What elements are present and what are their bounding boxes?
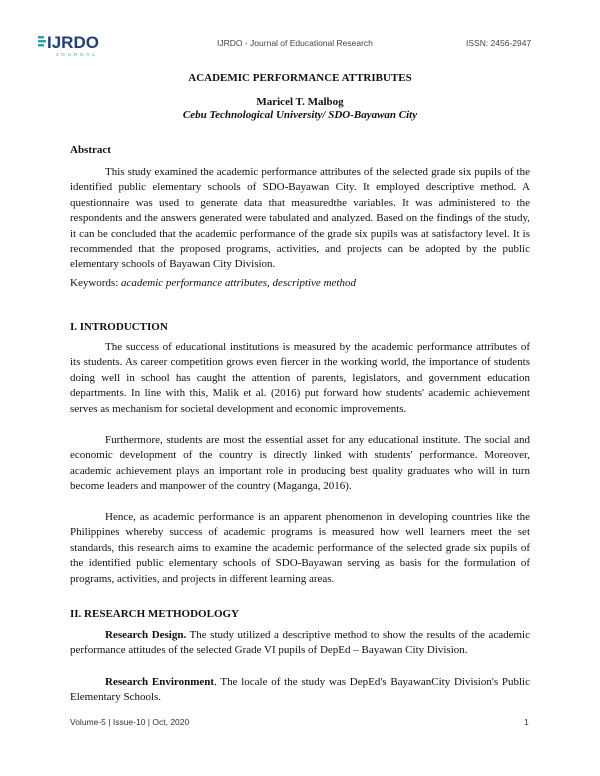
research-design-label: Research Design. — [105, 629, 187, 641]
methodology-heading: II. RESEARCH METHODOLOGY — [70, 608, 239, 620]
research-environment-label: Research Environment — [105, 676, 215, 688]
keywords-label: Keywords: — [70, 277, 119, 289]
research-design-paragraph — [70, 628, 530, 659]
author-name: Maricel T. Malbog — [256, 96, 344, 108]
logo-text: IJRDO — [47, 33, 99, 52]
introduction-paragraph-2: Furthermore, students are most the essential asset for any educational institute. The social and economic development of the country is directly linked with students' performance. Moreover, academic achievement plays an important role in producing best quality graduates who will in turn become leaders and manpower of the country (Maganga, 2016). — [70, 434, 530, 493]
introduction-paragraph-1: The success of educational institutions is measured by the academic performance attributes of its students. As career competition grows even fiercer in the working world, the importance of students doing well in school has caught the attention of parents, legislators, and government education departments. In line with this, Malik et al. (2016) put forward how students' academic achievement serves as mechanism for societal development and economic improvements. — [70, 341, 530, 415]
keywords — [70, 277, 356, 289]
ijrdo-logo — [38, 30, 133, 58]
introduction-paragraph-3: Hence, as academic performance is an apparent phenomenon in developing countries like the Philippines whereby success of academic programs is measured how well learners meet the set standards, this research aims to examine the academic performance of the selected grade six pupils of the identified public elementary schools of SDO-Bayawan serving as basis for the formulation of programs, activities, and projects in different learning areas. — [70, 511, 530, 585]
research-design-text: The study utilized a descriptive method to show the results of the academic performance attitudes of the selected Grade VI pupils of DepEd – Bayawan City Division. — [70, 629, 530, 657]
author-affiliation: Cebu Technological University/ SDO-Bayawan City — [182, 109, 418, 121]
abstract-text: This study examined the academic performance attributes of the selected grade six pupils of the identified public elementary schools of SDO-Bayawan City. It employed descriptive method. A questionnaire was used to generate data that measuredthe variables. It was administered to the respondents and the answers generated were tabulated and analyzed. Based on the findings of the study, it can be concluded that the academic performance of the grade six pupils was at satisfactory level. It is recommended that the proposed programs, activities, and projects can be adopted by the public elementary schools of Bayawan City Division. — [70, 166, 530, 271]
research-environment-text: . The locale of the study was DepEd's BayawanCity Division's Public Elementary Schools. — [70, 676, 530, 704]
paper-title: ACADEMIC PERFORMANCE ATTRIBUTES — [188, 72, 412, 84]
footer-issue: Volume-5 | Issue-10 | Oct, 2020 — [70, 717, 190, 727]
abstract-heading: Abstract — [70, 144, 111, 156]
logo-subtext: JOURNAL — [56, 52, 99, 57]
introduction-heading: I. INTRODUCTION — [70, 321, 168, 333]
issn: ISSN: 2456-2947 — [466, 38, 532, 48]
keywords-list: academic performance attributes, descriptive method — [121, 277, 356, 289]
research-environment-paragraph — [70, 675, 530, 706]
page-number: 1 — [524, 717, 529, 727]
journal-name: IJRDO - Journal of Educational Research — [217, 38, 373, 48]
page-header — [0, 0, 600, 62]
